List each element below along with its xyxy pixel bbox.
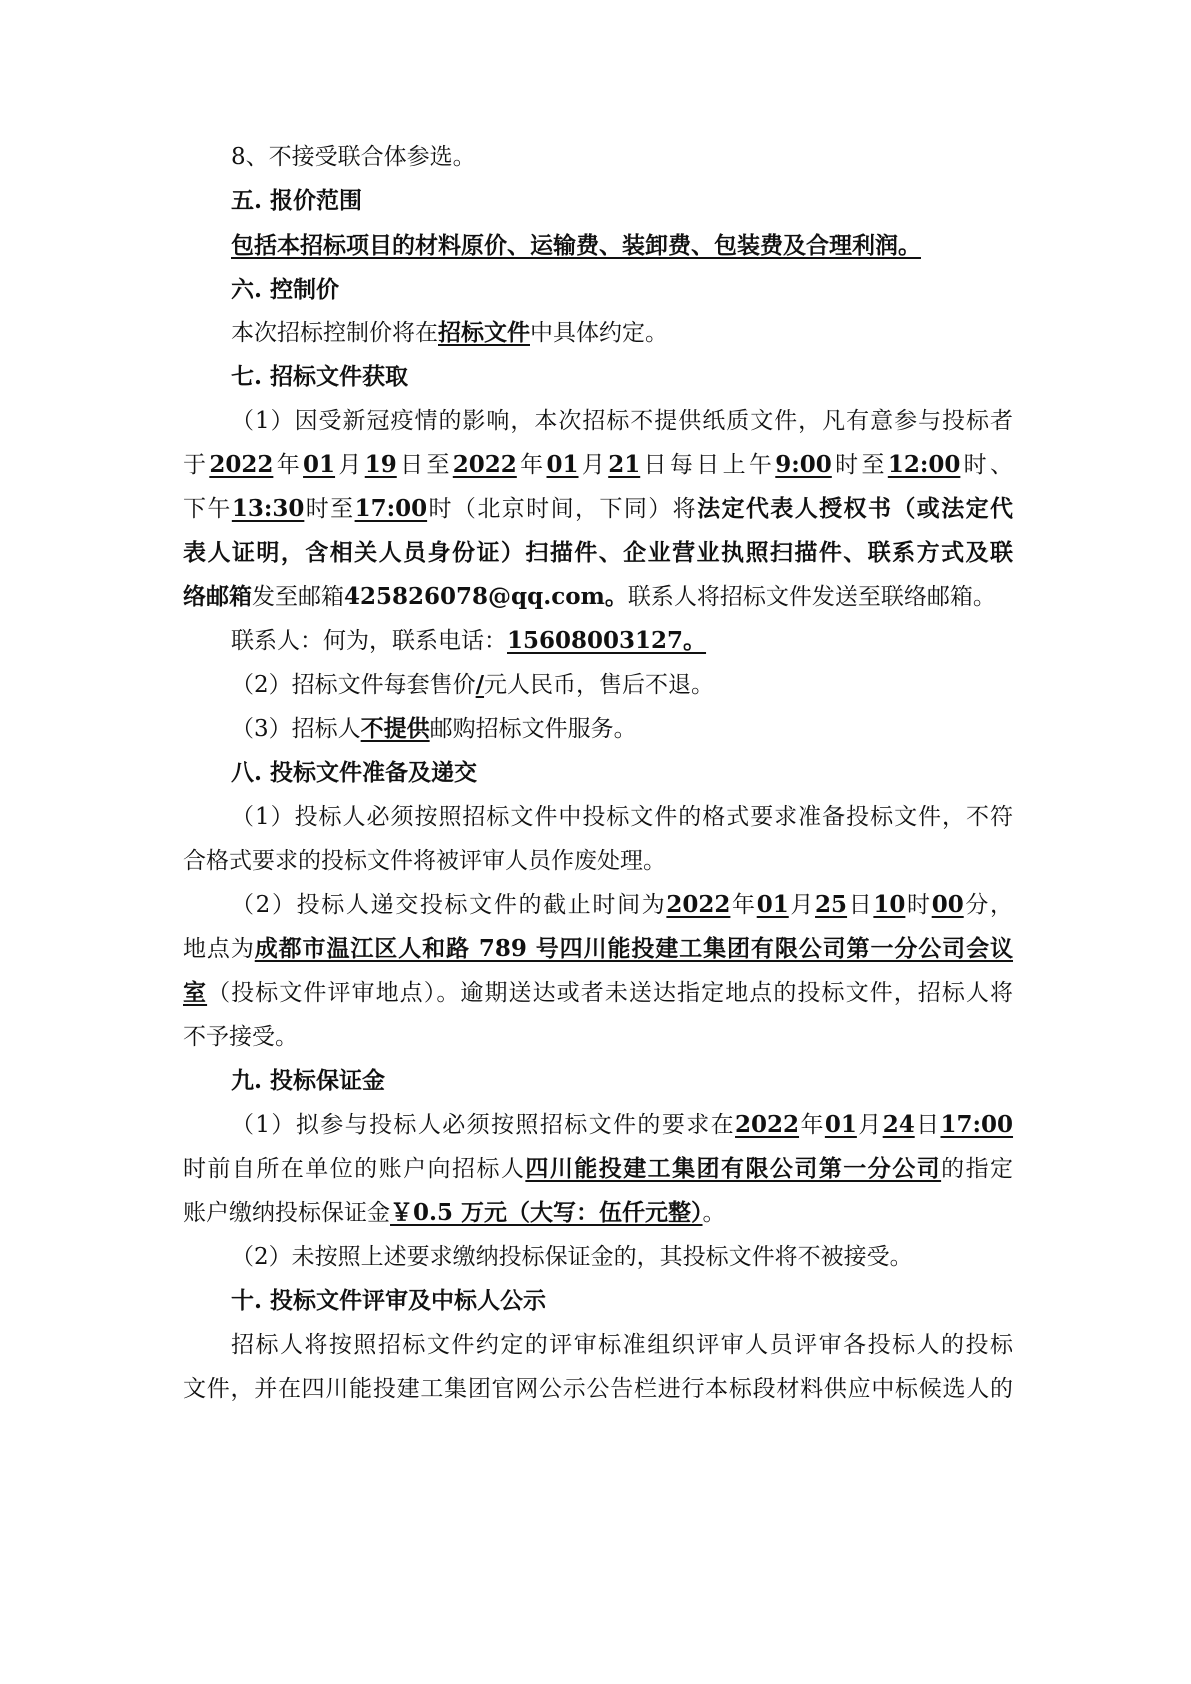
text: 年 [273,452,304,478]
emphasis-text: 不提供 [360,715,430,742]
text: 账户缴纳投标保证金 [183,1200,390,1226]
date-field: 25 [815,891,848,918]
paragraph-line [183,934,1013,964]
paragraph-line [231,890,1013,920]
text: （1）投标人必须按照招标文件中投标文件的格式要求准备投标文件，不符 [231,804,1013,830]
mail-service-line [231,714,1013,744]
text: 年 [799,1112,825,1138]
emphasis-text: 包括本招标项目的材料原价、运输费、装卸费、包装费及合理利润。 [231,232,921,259]
date-field: 21 [608,451,641,478]
time-field: 17:00 [940,1111,1014,1138]
text: 下午 [183,496,232,522]
section-7-heading [231,362,1013,392]
heading-text: 六. 控制价 [231,276,340,303]
text: 中具体约定。 [530,320,668,346]
text: （投标文件评审地点）。逾期送达或者未送达指定地点的投标文件，招标人将 [207,980,1014,1006]
text: 地点为 [183,936,255,962]
paragraph-line [183,846,1013,876]
section-6-heading [231,275,1013,305]
contact-line [231,626,1013,656]
time-field: 12:00 [887,451,961,478]
text: 8、不接受联合体参选。 [231,144,476,170]
section-8-heading [231,758,1013,788]
heading-text: 九. 投标保证金 [231,1067,386,1094]
paragraph-line [231,406,1013,436]
text: 合格式要求的投标文件将被评审人员作废处理。 [183,848,666,874]
control-price-text [231,318,1013,348]
text: 年 [516,452,547,478]
text: 联系人将招标文件发送至联络邮箱。 [627,584,996,610]
time-field: 9:00 [775,451,832,478]
text: 日至 [396,452,453,478]
paragraph-line [183,1022,1013,1052]
text: 日每日上午 [640,452,776,478]
text: 年 [730,892,757,918]
text: 时前自所在单位的账户向招标人 [183,1156,526,1182]
text: 不予接受。 [183,1024,298,1050]
text: 本次招标控制价将在 [231,320,438,346]
date-field: 19 [364,451,397,478]
text: 月 [856,1112,883,1138]
heading-text: 十. 投标文件评审及中标人公示 [231,1287,547,1314]
text: 时、 [960,452,1014,478]
text: 日 [847,892,874,918]
text: （2）招标文件每套售价 [231,672,476,698]
email-text: 425826078@qq.com。 [344,583,628,610]
text: 月 [578,452,609,478]
section-10-heading [231,1286,1013,1316]
price-field: / [475,671,485,698]
text: 分， [963,892,1014,918]
time-field: 17:00 [354,495,428,522]
quote-scope-text [231,231,1013,261]
date-field: 24 [882,1111,915,1138]
paragraph-line [183,538,1013,568]
date-field: 01 [303,451,336,478]
text: 联系人：何为，联系电话： [231,628,507,654]
text: 时至 [304,496,355,522]
emphasis-text: 法定代表人授权书（或法定代 [697,495,1014,522]
address-text: 成都市温江区人和路 789 号四川能投建工集团有限公司第一分公司会议 [254,935,1014,962]
emphasis-text: 表人证明，含相关人员身份证）扫描件、企业营业执照扫描件、联系方式及联 [183,539,1013,566]
section-9-heading [231,1066,1013,1096]
section-5-heading [231,186,1013,216]
time-field: 00 [931,891,964,918]
text: 文件，并在四川能投建工集团官网公示公告栏进行本标段材料供应中标候选人的 [183,1376,1013,1402]
date-field: 2022 [666,891,731,918]
text: 元人民币，售后不退。 [484,672,715,698]
address-text: 室 [183,979,208,1006]
text: 时（北京时间，下同）将 [427,496,698,522]
text: 发至邮箱 [252,584,344,610]
price-line [231,670,1013,700]
text: （3）招标人 [231,716,361,742]
paragraph-line [183,494,1013,524]
deposit-amount: ￥0.5 万元（大写：伍仟元整） [390,1199,703,1226]
paragraph-line [183,1198,1013,1228]
paragraph-line [183,450,1013,480]
text: （1）因受新冠疫情的影响，本次招标不提供纸质文件，凡有意参与投标者 [231,408,1013,434]
text: 日 [914,1112,941,1138]
paragraph-line [231,1330,1013,1360]
text: （1）拟参与投标人必须按照招标文件的要求在 [231,1112,736,1138]
text: 的指定 [941,1156,1014,1182]
text: 时至 [831,452,888,478]
clause-8 [231,142,1013,172]
date-field: 2022 [209,451,274,478]
phone-number: 15608003127。 [507,627,707,654]
text: （2）未按照上述要求缴纳投标保证金的，其投标文件将不被接受。 [231,1244,913,1270]
date-field: 01 [546,451,579,478]
paragraph-line [183,1374,1013,1404]
emphasis-text: 招标文件 [438,319,530,346]
paragraph-line [183,582,1013,612]
time-field: 13:30 [231,495,305,522]
text: 。 [702,1200,726,1226]
heading-text: 八. 投标文件准备及递交 [231,759,478,786]
paragraph-line [231,1242,1013,1272]
heading-text: 五. 报价范围 [231,187,363,214]
text: 月 [788,892,816,918]
date-field: 2022 [735,1111,800,1138]
paragraph-line [183,1154,1013,1184]
heading-text: 七. 招标文件获取 [231,363,409,390]
emphasis-text: 络邮箱 [183,583,252,610]
time-field: 10 [873,891,906,918]
text: 月 [335,452,365,478]
date-field: 01 [756,891,789,918]
date-field: 2022 [452,451,517,478]
date-field: 01 [824,1111,857,1138]
paragraph-line [231,802,1013,832]
text: （2）投标人递交投标文件的截止时间为 [231,892,667,918]
paragraph-line [183,978,1013,1008]
text: 招标人将按照招标文件约定的评审标准组织评审人员评审各投标人的投标 [231,1332,1013,1358]
text: 于 [183,452,210,478]
text: 邮购招标文件服务。 [429,716,637,742]
company-name: 四川能投建工集团有限公司第一分公司 [525,1155,942,1182]
text: 时 [905,892,932,918]
paragraph-line [231,1110,1013,1140]
